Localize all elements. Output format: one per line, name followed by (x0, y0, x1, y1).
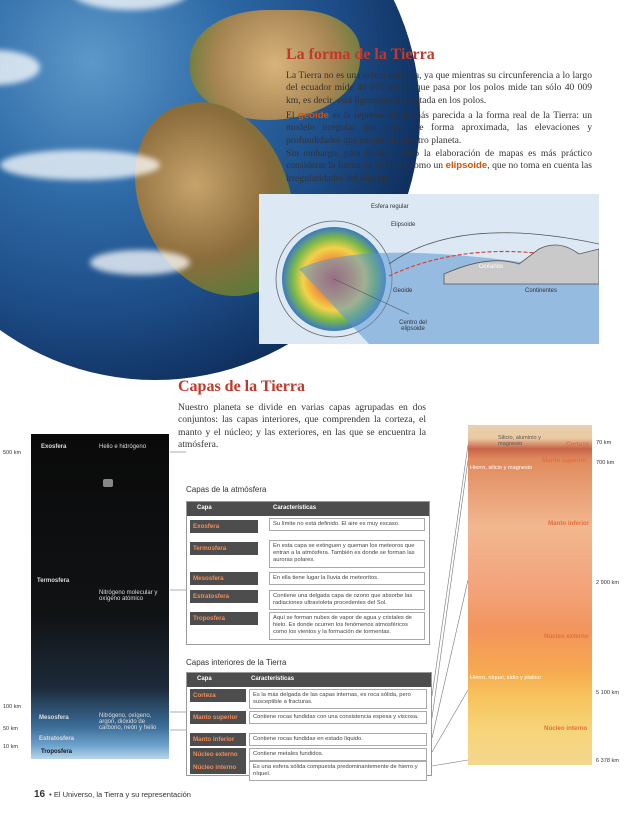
table-atmo-col1: Capa (197, 505, 212, 511)
layer-silicio: Silicio, aluminio y magnesio (498, 435, 541, 447)
km-50: 50 km (3, 726, 18, 732)
table-row: Estratosfera Contiene una delgada capa de ozono que absorbe las radiaciones ultravioleta procedentes del Sol. (187, 590, 429, 610)
term-elipsoide: elipsoide (445, 160, 488, 172)
km-100: 100 km (3, 704, 22, 710)
atmo-exo-gas: Helio e hidrógeno (99, 444, 147, 450)
table-row: Exosfera Su límite no está definido. El aire es muy escaso. (187, 518, 429, 538)
table-atmo (186, 501, 430, 645)
table-row: Termosfera En esta capa se extinguen y queman los meteoros que entran a la atmósfera. También es donde se forman las auroras polares. (187, 540, 429, 570)
page-footer (34, 789, 191, 800)
paragraph-forma-2: El geoide es la representación más parecida a la forma real de la Tierra: un modelo irregular que sigue, de forma aproximada, las elevaciones y profundidades que existen en nuestro planeta. (286, 110, 592, 146)
layer-corteza: Corteza (566, 441, 589, 448)
atmo-troposfera: Troposfera (41, 749, 73, 755)
layer-hierro-silicio: Hierro, silicio y magnesio (470, 465, 533, 471)
footer-text: • El Universo, la Tierra y su representación (49, 790, 191, 799)
table-row: Núcleo interno Es una esfera sólida compuesta predominantemente de hierro y níquel. (187, 761, 431, 775)
atmo-termo-gas: Nitrógeno molecular y oxígeno atómico (99, 590, 158, 602)
layer-manto-inf: Manto inferior (548, 520, 590, 527)
layer-nucleo-int: Núcleo interno (544, 725, 588, 732)
atmosphere-column (31, 434, 169, 759)
table-int-title: Capas interiores de la Tierra (186, 658, 287, 667)
km-2900: 2 900 km (596, 580, 620, 586)
paragraph-forma-1: La Tierra no es una esfera perfecta, ya que mientras su circunferencia a lo largo del ecuador mide 40 075 km, la que pasa por los polos mide tan sólo 40 009 km, es decir, está ligeramente achatada en los polos. (286, 70, 592, 106)
km-500: 500 km (3, 450, 22, 456)
table-row: Troposfera Aquí se forman nubes de vapor de agua y cristales de hielo. Es donde ocurren los fenómenos atmosféricos como los vientos y la formación de tormentas. (187, 612, 429, 644)
paragraph-forma-3: Sin embargo, para llevar a cabo la elaboración de mapas es más práctico considerar la forma de la Tierra como un elipsoide, que no toma en cuenta las irregularidades del planeta. (286, 148, 592, 184)
km-5100: 5 100 km (596, 690, 620, 696)
table-int (186, 672, 432, 776)
label-esfera: Esfera regular (371, 204, 409, 210)
table-row: Corteza Es la más delgada de las capas internas, es roca sólida, pero susceptible a fracturas. (187, 689, 431, 709)
interior-layers-panel (468, 425, 592, 765)
label-continentes: Continentes (525, 288, 558, 294)
km-6378: 6 378 km (596, 758, 620, 764)
layer-nucleo-ext: Núcleo externo (544, 633, 589, 640)
table-row: Manto superior Contiene rocas fundidas con una consistencia espesa y viscosa. (187, 711, 431, 731)
term-geoide: geoide (297, 110, 329, 121)
label-oceanos: Océanos (479, 264, 504, 270)
atmo-termosfera: Termosfera (37, 578, 70, 584)
paragraph-capas: Nuestro planeta se divide en varias capas agrupadas en dos conjuntos: las capas interiores, que comprenden la corteza, el manto y el núcleo; y las exteriores, en las que se encuentra la atmósfera. (178, 402, 426, 451)
km-10: 10 km (3, 744, 18, 750)
km-700: 700 km (596, 460, 615, 466)
label-centro: Centro del elipsoide (399, 320, 427, 332)
table-atmo-col2: Características (273, 505, 317, 511)
table-row: Mesosfera En ella tiene lugar la lluvia de meteoritos. (187, 572, 429, 588)
satellite-icon (103, 479, 113, 487)
atmo-mesosfera: Mesosfera (39, 715, 69, 721)
geoid-diagram (259, 194, 599, 344)
layer-hierro-niquel: Hierro, níquel, iridio y platino (470, 675, 541, 681)
atmo-estratosfera: Estratosfera (39, 736, 75, 742)
layer-manto-sup: Manto superior (542, 457, 587, 464)
table-int-col1: Capa (197, 676, 212, 682)
atmo-meso-gas: Nitrógeno, oxígeno, argon, dióxido de carbono, neón y helio (99, 713, 157, 731)
table-row: Núcleo externo Contiene metales fundidos. (187, 748, 431, 761)
atmo-exosfera: Exosfera (41, 444, 67, 450)
km-70: 70 km (596, 440, 612, 446)
page-number: 16 (34, 789, 46, 800)
label-geoide: Geoide (393, 288, 413, 294)
section-title-capas: Capas de la Tierra (178, 378, 305, 395)
table-row: Manto inferior Contiene rocas fundidas en estado líquido. (187, 733, 431, 746)
page-title-forma: La forma de la Tierra (286, 46, 435, 63)
label-elipsoide: Elipsoide (391, 222, 416, 228)
table-int-col2: Características (251, 676, 295, 682)
table-atmo-title: Capas de la atmósfera (186, 485, 267, 494)
